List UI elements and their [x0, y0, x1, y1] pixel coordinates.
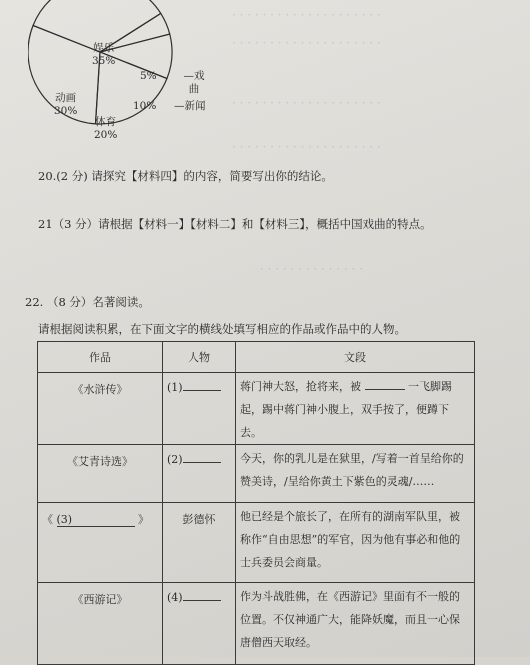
table-row [38, 583, 475, 665]
header-text: 文段 [236, 342, 475, 373]
pie-label-opera-pct: 5% [140, 70, 157, 82]
passage-cell: 蒋门神大怒，抢将来，被 一飞脚踢起，踢中蒋门神小腹上，双手按了，便蹲下去。 [236, 373, 475, 445]
person-cell: 彭德怀 [163, 503, 236, 583]
bleed-through-text: · · · · · · · · · · · · · · · · · · · · [232, 140, 381, 154]
person-blank[interactable]: (1) [163, 373, 236, 445]
table-row [38, 445, 475, 503]
question-20: 20.(2 分) 请探究【材料四】的内容，简要写出你的结论。 [38, 169, 333, 183]
person-blank[interactable]: (4) [163, 583, 236, 665]
header-work: 作品 [38, 342, 163, 373]
pie-label-news: —新闻 [174, 100, 206, 112]
bleed-through-text: · · · · · · · · · · · · · · · · · · · · [232, 36, 381, 50]
bleed-through-text: · · · · · · · · · · · · · · · · · · · · [232, 96, 381, 110]
header-person: 人物 [163, 342, 236, 373]
bleed-through-text: · · · · · · · · · · · · · · · · · · · · [232, 8, 381, 22]
work-cell: 《水浒传》 [38, 373, 163, 445]
inline-blank[interactable] [365, 389, 405, 390]
pie-label-sports: 体育 20% [94, 116, 118, 141]
passage-cell: 他已经是个旅长了，在所有的湖南军队里，被称作“自由思想”的军官，因为他有事必和他的士兵委员会商量。 [236, 503, 475, 583]
question-22-instruction: 请根据阅读积累，在下面文字的横线处填写相应的作品或作品中的人物。 [38, 322, 406, 336]
pie-label-animation: 动画 30% [54, 92, 78, 117]
work-blank[interactable]: 《 (3) 》 [38, 503, 163, 583]
table-row [38, 373, 475, 445]
question-22-title: 22. （8 分）名著阅读。 [25, 295, 150, 309]
table-header-row [38, 342, 475, 373]
pie-chart [28, 0, 208, 150]
pie-label-news-pct: 10% [133, 100, 157, 112]
reading-table [37, 341, 475, 665]
work-cell: 《艾青诗选》 [38, 445, 163, 503]
passage-cell: 作为斗战胜佛，在《西游记》里面有不一般的位置。不仅神通广大，能降妖魔，而且一心保唐僧西天取经。 [236, 583, 475, 665]
bleed-through-text: · · · · · · · · · · · · · · [260, 262, 363, 276]
table-row [38, 503, 475, 583]
pie-label-entertainment: 娱乐 35% [92, 42, 116, 67]
question-21: 21（3 分）请根据【材料一】【材料二】和【材料三】，概括中国戏曲的特点。 [38, 217, 432, 231]
person-blank[interactable]: (2) [163, 445, 236, 503]
work-cell: 《西游记》 [38, 583, 163, 665]
passage-cell: 今天，你的乳儿是在狱里，/写着一首呈给你的赞美诗，/呈给你黄土下紫色的灵魂/…… [236, 445, 475, 503]
pie-label-opera: —戏曲 [183, 70, 205, 95]
